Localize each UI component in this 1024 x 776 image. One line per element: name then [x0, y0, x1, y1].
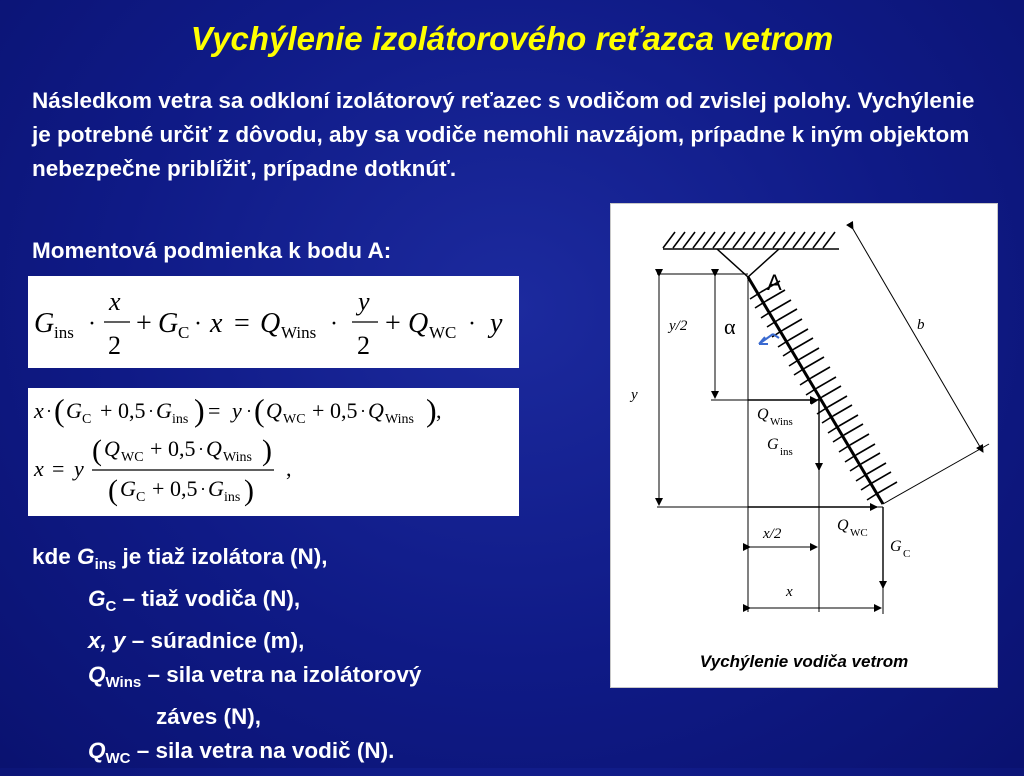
def-qwc-symbol: Q: [88, 738, 106, 763]
insulator-discs-left: [750, 292, 878, 500]
def-gc-text: – tiaž vodiča (N),: [122, 586, 301, 611]
eq1-sub-c: C: [178, 323, 190, 342]
eq1-sub-wins: Wins: [281, 323, 317, 342]
def-qwins-cont: [32, 700, 421, 734]
eq2-l1-q: Q: [266, 398, 282, 423]
alpha-label: α: [724, 314, 736, 339]
eq2-l2-comma: ,: [286, 456, 292, 481]
eq2-den-dot: ·: [200, 479, 206, 499]
intro-paragraph: Následkom vetra sa odkloní izolátorový reťazec s vodičom od zvislej polohy. Vychýlenie je potrebné určiť z dôvodu, aby sa vodiče nemohli navzájom, prípadne k iným objektom nebezpečne priblížiť, prípadne dotknúť.: [32, 88, 975, 181]
eq2-l1-y: y: [232, 398, 242, 423]
y-half-label: y/2: [669, 318, 688, 334]
eq1-dot: ·: [88, 311, 96, 337]
def-gc: [32, 582, 421, 624]
eq2-l1-sub-ins: ins: [172, 412, 189, 427]
def-qwins-sub: Wins: [105, 674, 142, 691]
def-qwins: [32, 658, 421, 700]
eq1-sub-ins: ins: [54, 323, 74, 342]
eq2-num-rparen: ): [262, 434, 272, 467]
eq1-plus2: +: [385, 308, 401, 339]
eq1-frac1-num: x: [109, 287, 121, 316]
eq2-den-rparen: ): [244, 474, 254, 507]
eq2-l1-dot2: ·: [148, 401, 154, 421]
eq2-num-lparen: (: [92, 434, 102, 467]
eq2-l1-dot: ·: [46, 401, 52, 421]
eq2-l2-eq: =: [52, 456, 65, 481]
eq2-den-coef: 0,5: [170, 476, 198, 501]
eq1-q2: Q: [408, 308, 429, 339]
eq2-l1-rparen: ): [194, 392, 205, 428]
symbol-definitions: [32, 540, 421, 776]
eq2-num-q: Q: [104, 436, 120, 461]
qwc-sub: WC: [850, 527, 868, 539]
def-qwins-text: – sila vetra na izolátorový: [147, 662, 422, 687]
eq2-l1-sub-wc: WC: [283, 412, 306, 427]
y-label: y: [631, 387, 638, 403]
eq2-l1-g2: G: [156, 398, 172, 423]
gins-symbol: G: [767, 436, 779, 453]
eq2-l1-lparen2: (: [254, 392, 265, 428]
gc-sub: C: [903, 548, 911, 560]
eq1-dot2: ·: [194, 311, 202, 337]
ceiling-hatch: [663, 232, 839, 249]
def-gc-symbol: G: [88, 586, 106, 611]
def-xy: [32, 624, 421, 658]
eq2-l2-y: y: [74, 456, 84, 481]
def-gc-sub: C: [105, 598, 117, 615]
x-label: x: [786, 584, 793, 600]
alpha-arc-icon: [759, 334, 779, 344]
def-xy-symbol: x, y: [88, 628, 126, 653]
b-label: b: [917, 317, 925, 333]
eq1-sub-wc: WC: [429, 323, 457, 342]
eq1-dot4: ·: [468, 311, 476, 337]
eq2-l1-lparen: (: [54, 392, 65, 428]
def-kde: kde: [32, 544, 71, 569]
x-half-label: x/2: [763, 526, 782, 542]
eq2-den-g: G: [120, 476, 136, 501]
eq2-l1-eq: =: [208, 398, 221, 423]
def-qwc-sub: WC: [105, 750, 131, 767]
point-a-label: A: [767, 270, 782, 295]
eq1-frac2-den: 2: [357, 331, 370, 360]
eq1-plus1: +: [136, 308, 152, 339]
qwins-symbol: Q: [757, 406, 769, 423]
eq2-num-sub-wins: Wins: [223, 450, 252, 465]
eq2-l2-x: x: [34, 456, 44, 481]
qwc-symbol: Q: [837, 517, 849, 534]
eq2-l1-coef: 0,5: [118, 398, 146, 423]
def-xy-text: – súradnice (m),: [131, 628, 305, 653]
qwins-sub: Wins: [770, 416, 793, 428]
eq1-frac1-den: 2: [108, 331, 121, 360]
eq2-l1-g: G: [66, 398, 82, 423]
def-gins-text: je tiaž izolátora (N),: [122, 544, 328, 569]
eq2-num-coef: 0,5: [168, 436, 196, 461]
def-qwc: [32, 734, 421, 776]
eq2-l1-plus: +: [100, 398, 113, 423]
eq2-l1-q2: Q: [368, 398, 384, 423]
figure-caption: Vychýlenie vodiča vetrom: [699, 652, 909, 671]
eq2-num-sub-wc: WC: [121, 450, 144, 465]
derived-equation: [28, 388, 519, 516]
def-gins: [32, 540, 421, 582]
deflection-figure: [610, 203, 998, 688]
eq2-den-plus: +: [152, 476, 165, 501]
eq2-den-sub-c: C: [136, 490, 146, 505]
slide-title: Vychýlenie izolátorového reťazca vetrom: [190, 20, 834, 57]
insulator-string: [748, 277, 883, 504]
eq2-l1-dot4: ·: [360, 401, 366, 421]
eq2-num-q2: Q: [206, 436, 222, 461]
eq1-x: x: [210, 308, 223, 339]
eq2-l1-sub-wins: Wins: [385, 412, 414, 427]
gc-symbol: G: [890, 538, 902, 555]
eq2-l1-sub-c: C: [82, 412, 92, 427]
eq1-frac2-num: y: [358, 287, 370, 316]
def-qwins-symbol: Q: [88, 662, 106, 687]
eq2-l1-coef2: 0,5: [330, 398, 358, 423]
def-qwins-text2: záves (N),: [156, 704, 262, 729]
eq2-den-g2: G: [208, 476, 224, 501]
eq2-l1-plus2: +: [312, 398, 325, 423]
moment-equation: [28, 276, 519, 368]
eq2-l1-dot3: ·: [246, 401, 252, 421]
eq2-l1-x: x: [34, 398, 44, 423]
insulator-discs: [753, 281, 897, 493]
def-qwc-text: – sila vetra na vodič (N).: [136, 738, 395, 763]
eq1-dot3: ·: [330, 311, 338, 337]
eq1-g: G: [34, 308, 55, 339]
def-gins-symbol: G: [77, 544, 95, 569]
gins-sub: ins: [780, 446, 793, 458]
b-dimension: [853, 229, 983, 452]
eq2-num-dot: ·: [198, 439, 204, 459]
eq2-l1-rparen2: ): [426, 392, 437, 428]
eq1-y: y: [490, 308, 503, 339]
moment-heading: Momentová podmienka k bodu A:: [32, 238, 392, 263]
eq2-den-lparen: (: [108, 474, 118, 507]
eq2-num-plus: +: [150, 436, 163, 461]
eq1-g2: G: [158, 308, 179, 339]
b-extension: [883, 444, 989, 504]
eq2-l1-comma: ,: [436, 398, 442, 423]
eq1-eq: =: [234, 308, 250, 339]
def-gins-sub: ins: [94, 556, 117, 573]
eq1-q: Q: [260, 308, 281, 339]
eq2-den-sub-ins: ins: [224, 490, 241, 505]
